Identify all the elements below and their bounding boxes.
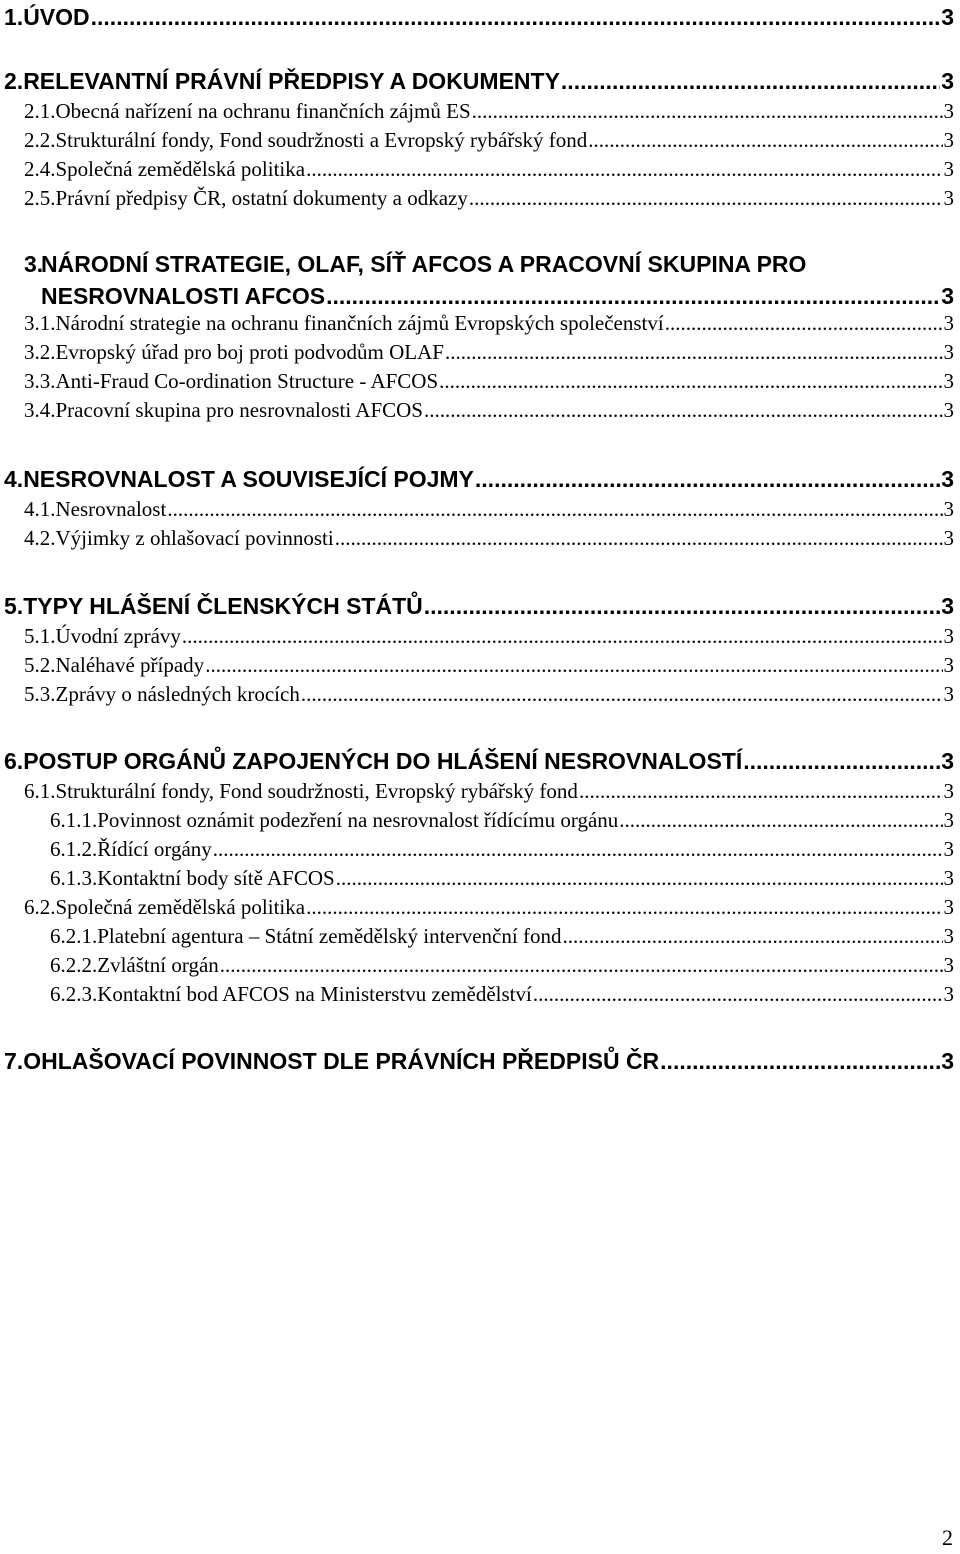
toc-title: Anti-Fraud Co-ordination Structure - AFCOS: [55, 369, 439, 393]
toc-title-line1: [24, 251, 806, 278]
toc-number: 2.: [4, 68, 24, 94]
toc-page: 3: [943, 982, 954, 1006]
toc-title: Národní strategie na ochranu finančních zájmů Evropských společenství: [55, 311, 664, 335]
toc-title: Pracovní skupina pro nesrovnalosti AFCOS: [55, 398, 423, 422]
dot-leader: [213, 837, 943, 862]
toc-entry-3-1[interactable]: [24, 311, 954, 336]
dot-leader: [335, 526, 943, 551]
toc-title: Kontaktní body sítě AFCOS: [97, 866, 335, 890]
toc-number: 3.4.: [24, 398, 56, 422]
toc-title: OHLAŠOVACÍ POVINNOST DLE PRÁVNÍCH PŘEDPISŮ ČR: [23, 1048, 660, 1074]
dot-leader: [562, 924, 942, 949]
toc-page: 3: [943, 866, 954, 890]
toc-entry-6-1-1[interactable]: [50, 808, 954, 833]
toc-number: 6.: [4, 748, 24, 774]
toc-title: Úvodní zprávy: [55, 624, 181, 648]
toc-entry-4-1[interactable]: [24, 497, 954, 522]
toc-entry-6-2[interactable]: [24, 895, 954, 920]
dot-leader: [306, 157, 942, 182]
toc-entry-3-2[interactable]: [24, 340, 954, 365]
dot-leader: [561, 68, 940, 95]
dot-leader: [743, 748, 940, 775]
toc-entry-4[interactable]: [4, 466, 954, 493]
toc-number: 5.2.: [24, 653, 56, 677]
toc-page: 3: [943, 653, 954, 677]
toc-page: 3: [943, 779, 954, 803]
toc-page: 3: [943, 808, 954, 832]
toc-number: 3.2.: [24, 340, 56, 364]
toc-entry-1[interactable]: [4, 4, 954, 31]
dot-leader: [475, 466, 940, 493]
toc-page: 3: [941, 466, 954, 492]
dot-leader: [167, 497, 942, 522]
toc-number: 4.: [4, 466, 24, 492]
dot-leader: [619, 808, 942, 833]
toc-title: Právní předpisy ČR, ostatní dokumenty a odkazy: [55, 186, 468, 210]
toc-page: 3: [943, 311, 954, 335]
toc-number: 5.: [4, 593, 24, 619]
dot-leader: [665, 311, 943, 336]
dot-leader: [182, 624, 943, 649]
toc-entry-2-1[interactable]: [24, 99, 954, 124]
toc-number: 4.2.: [24, 526, 56, 550]
toc-entry-6-1-3[interactable]: [50, 866, 954, 891]
toc-title: ÚVOD: [23, 4, 90, 30]
toc-title: Zprávy o následných krocích: [55, 682, 300, 706]
toc-entry-5-2[interactable]: [24, 653, 954, 678]
toc-page: 3: [943, 953, 954, 977]
toc-page: 3: [943, 369, 954, 393]
dot-leader: [579, 779, 943, 804]
toc-title: Výjimky z ohlašovací povinnosti: [55, 526, 334, 550]
toc-page: 3: [943, 128, 954, 152]
dot-leader: [306, 895, 942, 920]
toc-number: 6.1.1.: [50, 808, 98, 832]
toc-number: 2.1.: [24, 99, 56, 123]
dot-leader: [336, 866, 943, 891]
dot-leader: [424, 398, 943, 423]
toc-page: 3: [943, 340, 954, 364]
toc-page: 3: [941, 68, 954, 94]
toc-number: 6.2.3.: [50, 982, 98, 1006]
toc-number: 3.3.: [24, 369, 56, 393]
toc-number: 5.3.: [24, 682, 56, 706]
dot-leader: [326, 283, 940, 310]
toc-entry-6[interactable]: [4, 748, 954, 775]
toc-number: 6.1.3.: [50, 866, 98, 890]
toc-page: 3: [943, 398, 954, 422]
dot-leader: [533, 982, 943, 1007]
toc-page: 3: [941, 4, 954, 30]
toc-page: 3: [943, 497, 954, 521]
dot-leader: [588, 128, 942, 153]
toc-number: 4.1.: [24, 497, 56, 521]
toc-entry-5-1[interactable]: [24, 624, 954, 649]
toc-title: TYPY HLÁŠENÍ ČLENSKÝCH STÁTŮ: [23, 593, 423, 619]
toc-page: 3: [943, 526, 954, 550]
toc-page: 3: [943, 837, 954, 861]
dot-leader: [424, 593, 940, 620]
toc-page: 3: [941, 748, 954, 774]
toc-entry-2[interactable]: [4, 68, 954, 95]
page-number: 2: [942, 1525, 953, 1550]
toc-title: Platební agentura – Státní zemědělský intervenční fond: [97, 924, 562, 948]
toc-entry-2-2[interactable]: [24, 128, 954, 153]
toc-title: POSTUP ORGÁNŮ ZAPOJENÝCH DO HLÁŠENÍ NESROVNALOSTÍ: [23, 748, 743, 774]
dot-leader: [91, 4, 941, 31]
toc-title: Společná zemědělská politika: [55, 157, 306, 181]
toc-page: 3: [943, 624, 954, 648]
toc-entry-4-2[interactable]: [24, 526, 954, 551]
dot-leader: [469, 186, 943, 211]
dot-leader: [660, 1048, 940, 1075]
toc-title: RELEVANTNÍ PRÁVNÍ PŘEDPISY A DOKUMENTY: [23, 68, 560, 94]
toc-page: 3: [943, 157, 954, 181]
toc-title: Naléhavé případy: [55, 653, 205, 677]
dot-leader: [220, 953, 943, 978]
toc-entry-5-3[interactable]: [24, 682, 954, 707]
toc-title: Zvláštní orgán: [97, 953, 219, 977]
toc-page: 3: [941, 283, 954, 309]
toc-title: Společná zemědělská politika: [55, 895, 306, 919]
toc-number: 6.2.1.: [50, 924, 98, 948]
toc-title: Řídící orgány: [97, 837, 212, 861]
toc-title: NESROVNALOST A SOUVISEJÍCÍ POJMY: [23, 466, 474, 492]
toc-number: 5.1.: [24, 624, 56, 648]
toc-title: Kontaktní bod AFCOS na Ministerstvu zemědělství: [97, 982, 532, 1006]
toc-entry-3-4[interactable]: [24, 398, 954, 423]
dot-leader: [472, 99, 943, 124]
toc-page: 3: [941, 1048, 954, 1074]
toc-entry-2-4[interactable]: [24, 157, 954, 182]
toc-entry-6-2-1[interactable]: [50, 924, 954, 949]
toc-entry-6-1[interactable]: [24, 779, 954, 804]
toc-number: 3.1.: [24, 311, 56, 335]
toc-number: 2.2.: [24, 128, 56, 152]
toc-title: Obecná nařízení na ochranu finančních zájmů ES: [55, 99, 471, 123]
toc-title: Povinnost oznámit podezření na nesrovnalost řídícímu orgánu: [97, 808, 619, 832]
toc-number: 7.: [4, 1048, 24, 1074]
toc-title: NÁRODNÍ STRATEGIE, OLAF, SÍŤ AFCOS A PRACOVNÍ SKUPINA PRO: [41, 251, 807, 277]
dot-leader: [445, 340, 943, 365]
toc-entry-3-3[interactable]: [24, 369, 954, 394]
toc-number: 6.2.2.: [50, 953, 98, 977]
toc-page: 3: [941, 593, 954, 619]
dot-leader: [439, 369, 942, 394]
toc-title-continued: NESROVNALOSTI AFCOS: [41, 283, 326, 309]
toc-page: 3: [943, 682, 954, 706]
toc-number: 2.5.: [24, 186, 56, 210]
dot-leader: [205, 653, 942, 678]
toc-number: 6.1.: [24, 779, 56, 803]
toc-entry-7[interactable]: [4, 1048, 954, 1075]
toc-title: Evropský úřad pro boj proti podvodům OLAF: [55, 340, 444, 364]
toc-entry-5[interactable]: [4, 593, 954, 620]
dot-leader: [301, 682, 943, 707]
toc-title-line2: [41, 283, 954, 310]
toc-entry-6-2-3[interactable]: [50, 982, 954, 1007]
toc-number: 2.4.: [24, 157, 56, 181]
toc-number: 6.1.2.: [50, 837, 98, 861]
toc-page: 3: [943, 895, 954, 919]
toc-page: 3: [943, 186, 954, 210]
toc-page: 3: [943, 99, 954, 123]
toc-title: Strukturální fondy, Fond soudržnosti a Evropský rybářský fond: [55, 128, 588, 152]
toc-entry-2-5[interactable]: [24, 186, 954, 211]
toc-entry-6-1-2[interactable]: [50, 837, 954, 862]
toc-number: 1.: [4, 4, 24, 30]
toc-number: 6.2.: [24, 895, 56, 919]
toc-title: Nesrovnalost: [55, 497, 167, 521]
toc-number: 3.: [24, 251, 44, 277]
toc-title: Strukturální fondy, Fond soudržnosti, Evropský rybářský fond: [55, 779, 578, 803]
toc-page: 3: [943, 924, 954, 948]
toc-entry-6-2-2[interactable]: [50, 953, 954, 978]
